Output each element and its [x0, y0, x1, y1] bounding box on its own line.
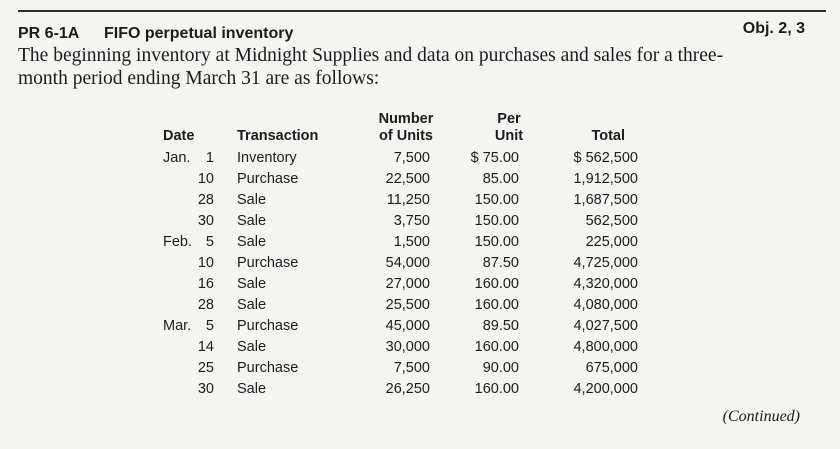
row-total: 1,687,500	[573, 192, 638, 208]
row-month: Feb.	[163, 234, 193, 250]
row-transaction: Purchase	[237, 360, 299, 376]
row-per-unit: $ 75.00	[470, 150, 519, 166]
row-day: 5	[205, 318, 214, 334]
row-transaction: Sale	[237, 297, 267, 313]
row-per-unit: 150.00	[474, 192, 519, 208]
row-units: 30,000	[385, 339, 430, 355]
row-total: 675,000	[585, 360, 638, 376]
row-units: 22,500	[385, 171, 430, 187]
row-units: 3,750	[393, 213, 430, 229]
row-transaction: Sale	[237, 234, 267, 250]
row-units: 54,000	[385, 255, 430, 271]
row-per-unit: 150.00	[474, 213, 519, 229]
row-total: 1,912,500	[573, 171, 638, 187]
row-per-unit: 150.00	[474, 234, 519, 250]
problem-title: FIFO perpetual inventory	[104, 25, 294, 42]
row-per-unit: 90.00	[482, 360, 519, 376]
top-rule	[18, 10, 826, 12]
row-total: 4,080,000	[573, 297, 638, 313]
row-units: 27,000	[385, 276, 430, 292]
header-per-unit-line2: Unit	[494, 128, 524, 144]
row-units: 25,500	[385, 297, 430, 313]
row-transaction: Sale	[237, 213, 267, 229]
row-units: 26,250	[385, 381, 430, 397]
problem-id: PR 6-1A	[18, 25, 80, 42]
header-units-line2: of Units	[379, 128, 433, 144]
row-transaction: Sale	[237, 339, 267, 355]
row-total: 4,725,000	[573, 255, 638, 271]
row-total: 4,800,000	[573, 339, 638, 355]
row-total: 4,200,000	[573, 381, 638, 397]
row-per-unit: 87.50	[482, 255, 519, 271]
row-month: Mar.	[163, 318, 192, 334]
row-day: 28	[197, 192, 214, 208]
row-transaction: Purchase	[237, 171, 299, 187]
row-transaction: Sale	[237, 276, 267, 292]
intro-line-1: The beginning inventory at Midnight Supplies and data on purchases and sales for a three-	[18, 45, 724, 66]
row-units: 7,500	[393, 360, 430, 376]
row-per-unit: 160.00	[474, 297, 519, 313]
header-date: Date	[163, 128, 195, 144]
header-total: Total	[591, 128, 625, 144]
row-month: Jan.	[163, 150, 191, 166]
row-total: 4,027,500	[573, 318, 638, 334]
row-day: 30	[197, 381, 214, 397]
header-per-unit	[479, 111, 539, 145]
row-transaction: Sale	[237, 192, 267, 208]
intro-line-2: month period ending March 31 are as follows:	[18, 68, 380, 89]
header-units-line1: Number	[378, 111, 434, 127]
header-units	[366, 111, 446, 145]
row-day: 25	[197, 360, 214, 376]
continued-note: (Continued)	[722, 408, 800, 425]
row-day: 1	[205, 150, 214, 166]
row-total: $ 562,500	[573, 150, 638, 166]
row-transaction: Purchase	[237, 318, 299, 334]
row-total: 4,320,000	[573, 276, 638, 292]
row-total: 225,000	[585, 234, 638, 250]
row-per-unit: 160.00	[474, 339, 519, 355]
row-units: 11,250	[386, 192, 430, 208]
row-per-unit: 85.00	[482, 171, 519, 187]
row-day: 10	[197, 255, 214, 271]
row-per-unit: 160.00	[474, 276, 519, 292]
header-transaction: Transaction	[237, 128, 319, 144]
row-per-unit: 89.50	[482, 318, 519, 334]
row-day: 14	[197, 339, 214, 355]
row-units: 7,500	[393, 150, 430, 166]
row-day: 5	[205, 234, 214, 250]
row-transaction: Inventory	[237, 150, 297, 166]
objectives: Obj. 2, 3	[742, 20, 805, 37]
row-units: 45,000	[385, 318, 430, 334]
row-transaction: Purchase	[237, 255, 299, 271]
row-day: 10	[197, 171, 214, 187]
row-total: 562,500	[585, 213, 638, 229]
row-day: 28	[197, 297, 214, 313]
row-day: 30	[197, 213, 214, 229]
row-per-unit: 160.00	[474, 381, 519, 397]
header-per-unit-line1: Per	[497, 111, 521, 127]
row-transaction: Sale	[237, 381, 267, 397]
row-units: 1,500	[393, 234, 430, 250]
intro-paragraph	[18, 44, 808, 90]
row-day: 16	[197, 276, 214, 292]
